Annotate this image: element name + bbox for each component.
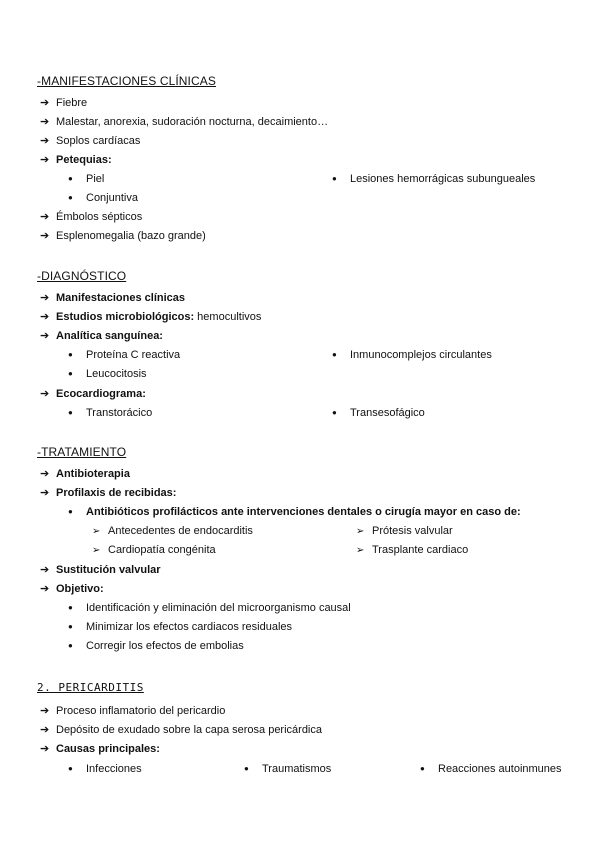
list-item: ➔ Sustitución valvular [40,564,161,576]
list-item: ➔ Soplos cardíacas [40,135,141,147]
arrow-icon: ➔ [40,564,50,576]
sub-list-item: ● Corregir los efectos de embolias [68,640,244,652]
arrow-icon: ➔ [40,487,50,499]
list-item: ➔ Objetivo: [40,583,104,595]
sub-list-item: ● Traumatismos [244,763,332,775]
arrow-icon: ➔ [40,468,50,480]
sub-list-item: ● Inmunocomplejos circulantes [332,349,492,361]
section-title-tratamiento: -TRATAMIENTO [37,445,127,459]
sub-list-item: ● Identificación y eliminación del microorganismo causal [68,602,351,614]
sub-sub-list-item: ➢ Cardiopatía congénita [92,544,216,556]
sub-list-item: ● Proteína C reactiva [68,349,181,361]
triangle-icon: ➢ [356,526,365,537]
arrow-icon: ➔ [40,97,50,109]
list-item: ➔ Proceso inflamatorio del pericardio [40,705,226,717]
list-item: ➔ Fiebre [40,97,88,109]
list-item: ➔ Profilaxis de recibidas: [40,487,177,499]
list-item: ➔ Manifestaciones clínicas [40,292,185,304]
section-title-manifestaciones: -MANIFESTACIONES CLÍNICAS [37,74,216,88]
arrow-icon: ➔ [40,743,50,755]
arrow-icon: ➔ [40,330,50,342]
arrow-icon: ➔ [40,230,50,242]
sub-list-item: ● Transtorácico [68,407,153,419]
arrow-icon: ➔ [40,292,50,304]
list-item: ➔ Petequias: [40,154,112,166]
sub-list-item: ● Infecciones [68,763,142,775]
bullet-icon: ● [244,764,249,773]
bullet-icon: ● [68,408,73,417]
bullet-icon: ● [68,193,73,202]
arrow-icon: ➔ [40,583,50,595]
bullet-icon: ● [68,369,73,378]
bullet-icon: ● [332,174,337,183]
triangle-icon: ➢ [356,545,365,556]
sub-list-item: ● Transesofágico [332,407,425,419]
sub-list-item: ● Antibióticos profilácticos ante intervenciones dentales o cirugía mayor en caso de: [68,506,521,518]
list-item: ➔ Émbolos sépticos [40,211,143,223]
arrow-icon: ➔ [40,135,50,147]
arrow-icon: ➔ [40,211,50,223]
triangle-icon: ➢ [92,545,101,556]
arrow-icon: ➔ [40,705,50,717]
bullet-icon: ● [68,174,73,183]
arrow-icon: ➔ [40,388,50,400]
bullet-icon: ● [332,408,337,417]
list-item: ➔ Antibioterapia [40,468,130,480]
sub-list-item: ● Conjuntiva [68,192,138,204]
list-item: ➔ Esplenomegalia (bazo grande) [40,230,206,242]
sub-list-item: ● Reacciones autoinmunes [420,763,562,775]
list-item: ➔ Analítica sanguínea: [40,330,163,342]
list-item: ➔ Ecocardiograma: [40,388,146,400]
section-title-diagnostico: -DIAGNÓSTICO [37,269,127,283]
list-item: ➔ Depósito de exudado sobre la capa serosa pericárdica [40,724,322,736]
triangle-icon: ➢ [92,526,101,537]
arrow-icon: ➔ [40,311,50,323]
arrow-icon: ➔ [40,116,50,128]
bullet-icon: ● [68,350,73,359]
sub-sub-list-item: ➢ Trasplante cardiaco [356,544,469,556]
arrow-icon: ➔ [40,154,50,166]
list-item: ➔ Malestar, anorexia, sudoración nocturna, decaimiento… [40,116,329,128]
bullet-icon: ● [68,507,73,516]
list-item: ➔ Causas principales: [40,743,160,755]
list-item: ➔ Estudios microbiológicos: hemocultivos [40,311,262,323]
sub-sub-list-item: ➢ Prótesis valvular [356,525,453,537]
sub-list-item: ● Lesiones hemorrágicas subungueales [332,173,536,185]
bullet-icon: ● [68,641,73,650]
sub-list-item: ● Leucocitosis [68,368,147,380]
sub-list-item: ● Piel [68,173,105,185]
bullet-icon: ● [68,764,73,773]
bullet-icon: ● [332,350,337,359]
sub-sub-list-item: ➢ Antecedentes de endocarditis [92,525,253,537]
arrow-icon: ➔ [40,724,50,736]
section-title-pericarditis: 2. PERICARDITIS [37,681,144,694]
bullet-icon: ● [68,603,73,612]
sub-list-item: ● Minimizar los efectos cardiacos residuales [68,621,293,633]
bullet-icon: ● [420,764,425,773]
bullet-icon: ● [68,622,73,631]
